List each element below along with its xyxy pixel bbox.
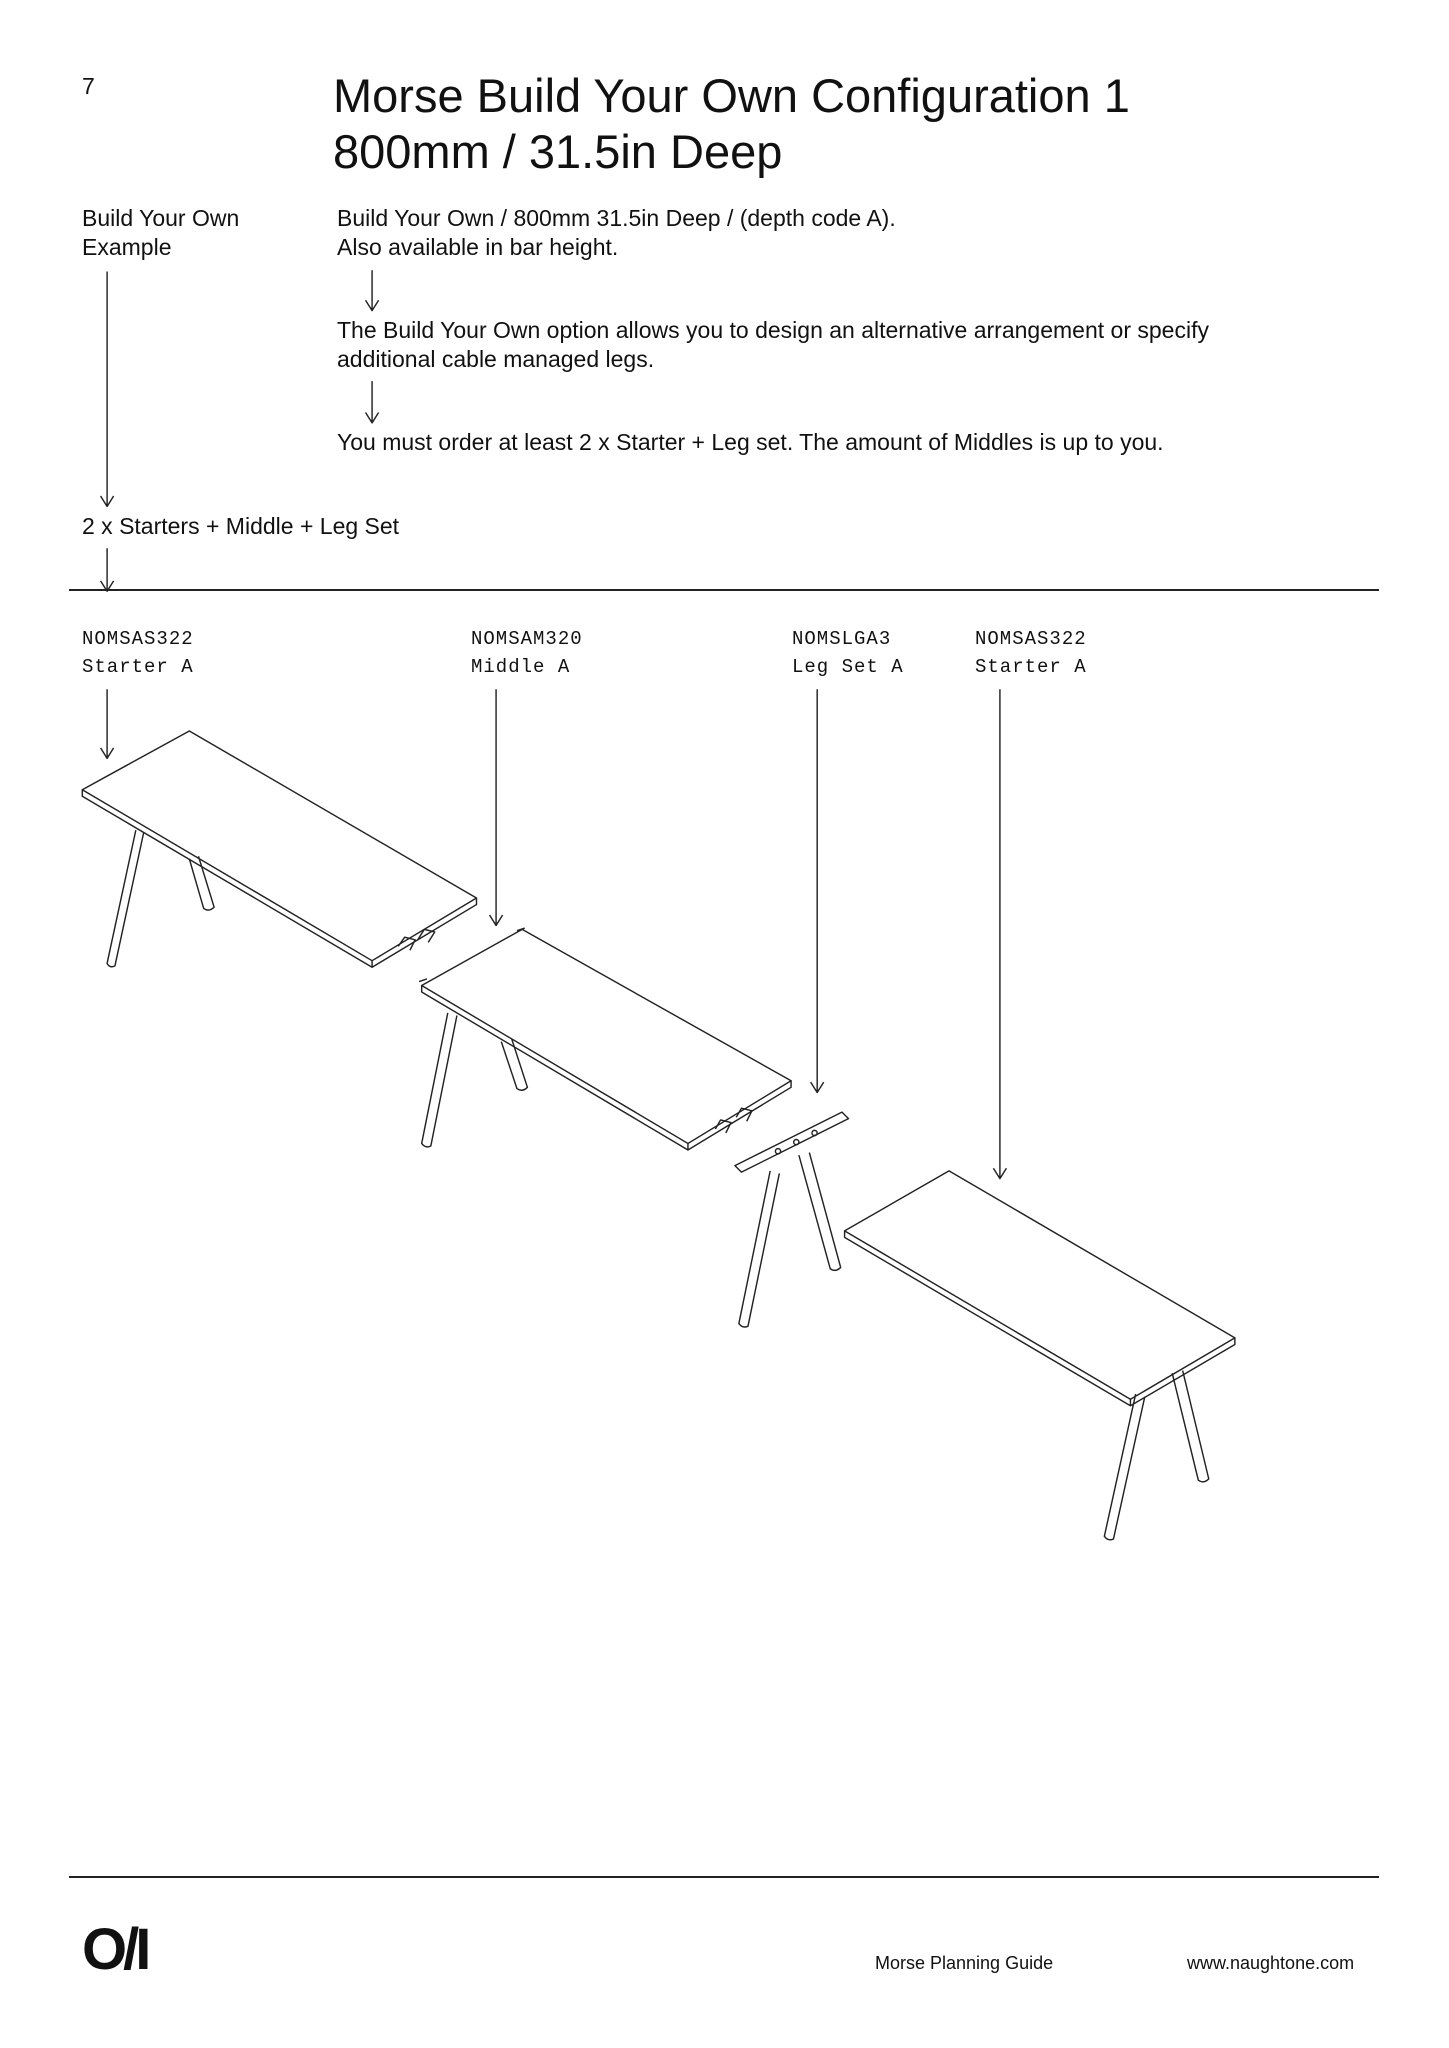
- component-code: NOMSLGA3: [792, 628, 892, 650]
- description-line: Also available in bar height.: [337, 234, 619, 260]
- summary: 2 x Starters + Middle + Leg Set: [82, 513, 400, 539]
- starter-table-1: [82, 731, 476, 967]
- component-name: Starter A: [82, 656, 194, 678]
- middle-table: [419, 928, 791, 1150]
- starter-table-2: [845, 1171, 1235, 1540]
- component-name: Starter A: [975, 656, 1087, 678]
- leg-set: [735, 1112, 849, 1327]
- component-code: NOMSAM320: [471, 628, 583, 650]
- component-code: NOMSAS322: [975, 628, 1087, 650]
- component-code: NOMSAS322: [82, 628, 194, 650]
- footer-divider: [69, 1876, 1379, 1878]
- title-line-2: 800mm / 31.5in Deep: [333, 125, 783, 178]
- description-line: You must order at least 2 x Starter + Leg set. The amount of Middles is up to you.: [337, 429, 1164, 455]
- title-line-1: Morse Build Your Own Configuration 1: [333, 69, 1130, 122]
- footer-guide-title: Morse Planning Guide: [875, 1953, 1054, 1973]
- description-line: additional cable managed legs.: [337, 346, 655, 372]
- description-line: The Build Your Own option allows you to design an alternative arrangement or specify: [337, 317, 1209, 343]
- naughtone-logo: O/I: [82, 1917, 148, 1982]
- footer-url[interactable]: www.naughtone.com: [1187, 1953, 1355, 1973]
- arrow-icons: [101, 270, 1007, 1178]
- component-name: Leg Set A: [792, 656, 904, 678]
- component-name: Middle A: [471, 656, 571, 678]
- side-label-line: Example: [82, 234, 172, 260]
- page-number: 7: [82, 73, 95, 99]
- side-label-line: Build Your Own: [82, 205, 240, 231]
- description-line: Build Your Own / 800mm 31.5in Deep / (depth code A).: [337, 205, 896, 231]
